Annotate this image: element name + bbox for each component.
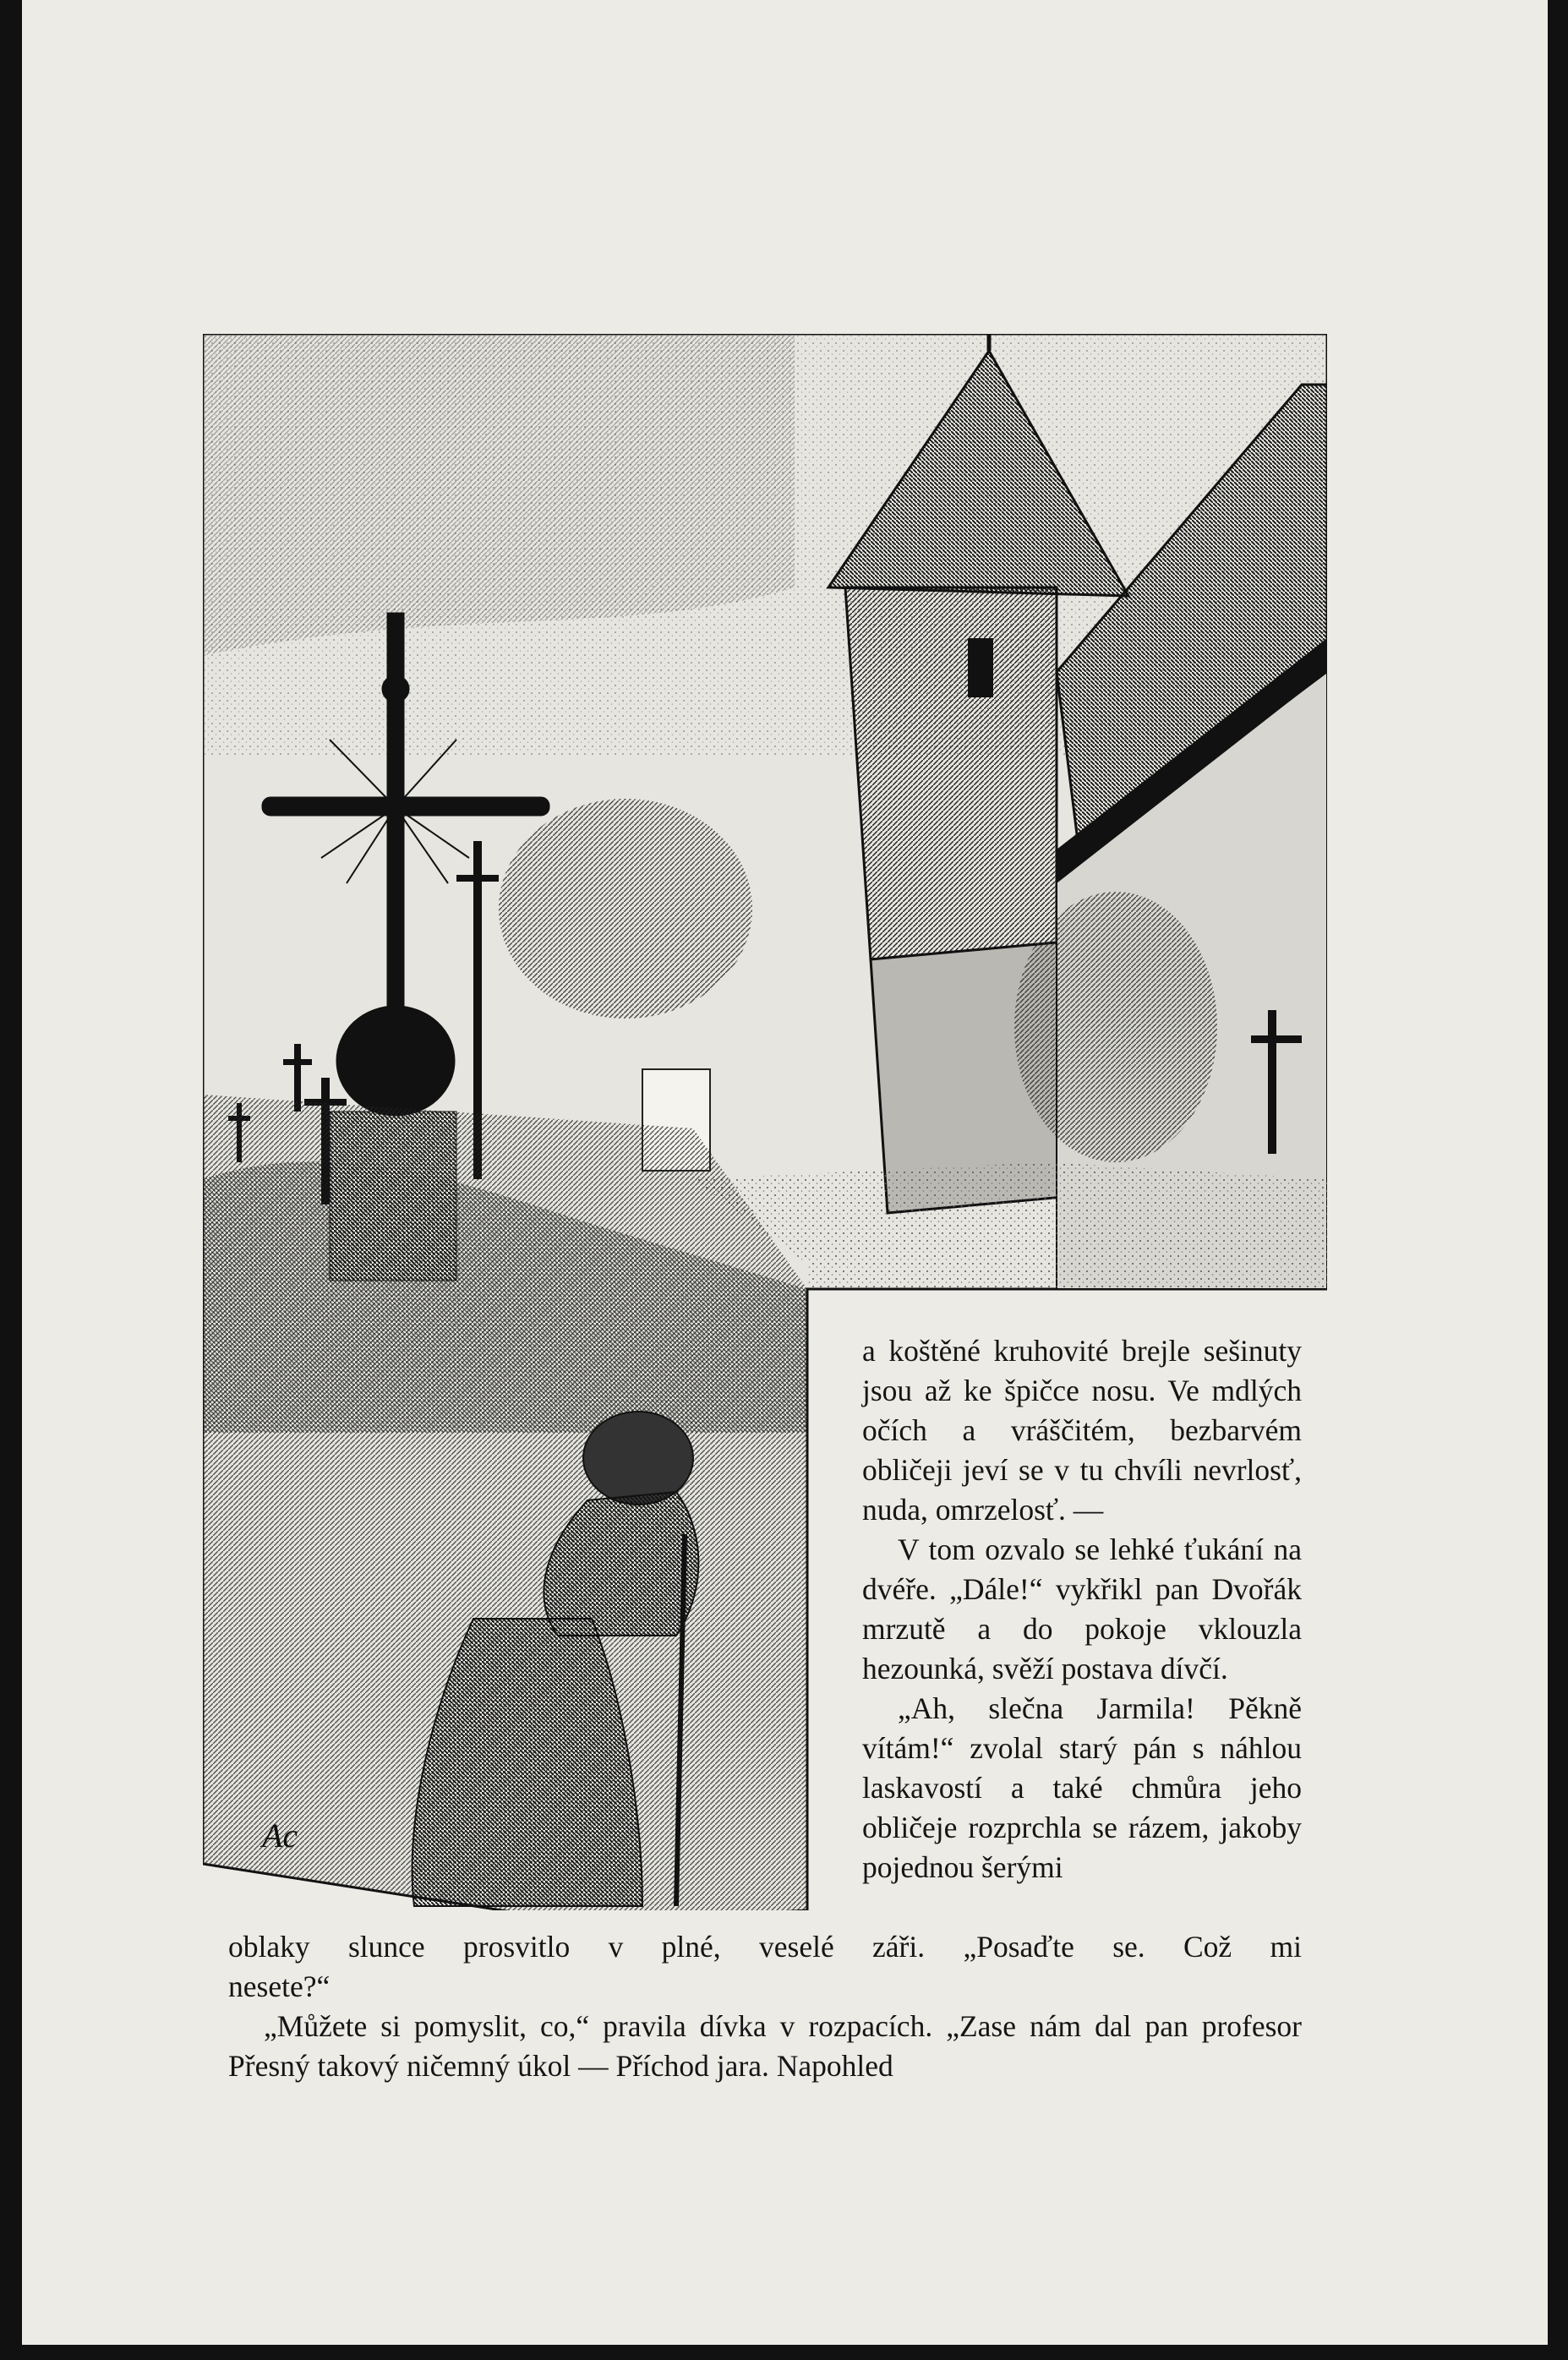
paragraph-1: a koštěné kruhovité brejle sešinuty jsou až ke špičce nosu. Ve mdlých očích a vráščitém, bezbarvém obličeji jeví se v tu chvíli nevrlosť, nuda, omrzelosť. — <box>862 1334 1302 1527</box>
continuation-end: nesete?“ <box>228 1969 331 2003</box>
page-edge-left <box>0 0 22 2360</box>
continuation-line: oblaky slunce prosvitlo v plné, veselé záři. „Posaďte se. Což mi <box>228 1930 1302 1964</box>
svg-text:Ac: Ac <box>262 1816 298 1855</box>
column-text <box>862 1331 1302 1887</box>
paragraph-2: V tom ozvalo se lehké ťukání na dvéře. „Dále!“ vykřikl pan Dvořák mrzutě a do pokoje vklouzla hezounká, svěží postava dívčí. <box>862 1532 1302 1685</box>
paragraph-4: „Můžete si pomyslit, co,“ pravila dívka v rozpacích. „Zase nám dal pan profesor Přesný takový ničemný úkol — Příchod jara. Napohled <box>228 2009 1302 2083</box>
full-width-text <box>228 1927 1302 2086</box>
paragraph-3: „Ah, slečna Jarmila! Pěkně vítám!“ zvolal starý pán s náhlou laskavostí a také chmůra jeho obličeje rozprchla se rázem, jakoby pojednou šerými <box>862 1691 1302 1884</box>
page-edge-right <box>1548 0 1568 2360</box>
page-edge-bottom <box>0 2345 1568 2360</box>
